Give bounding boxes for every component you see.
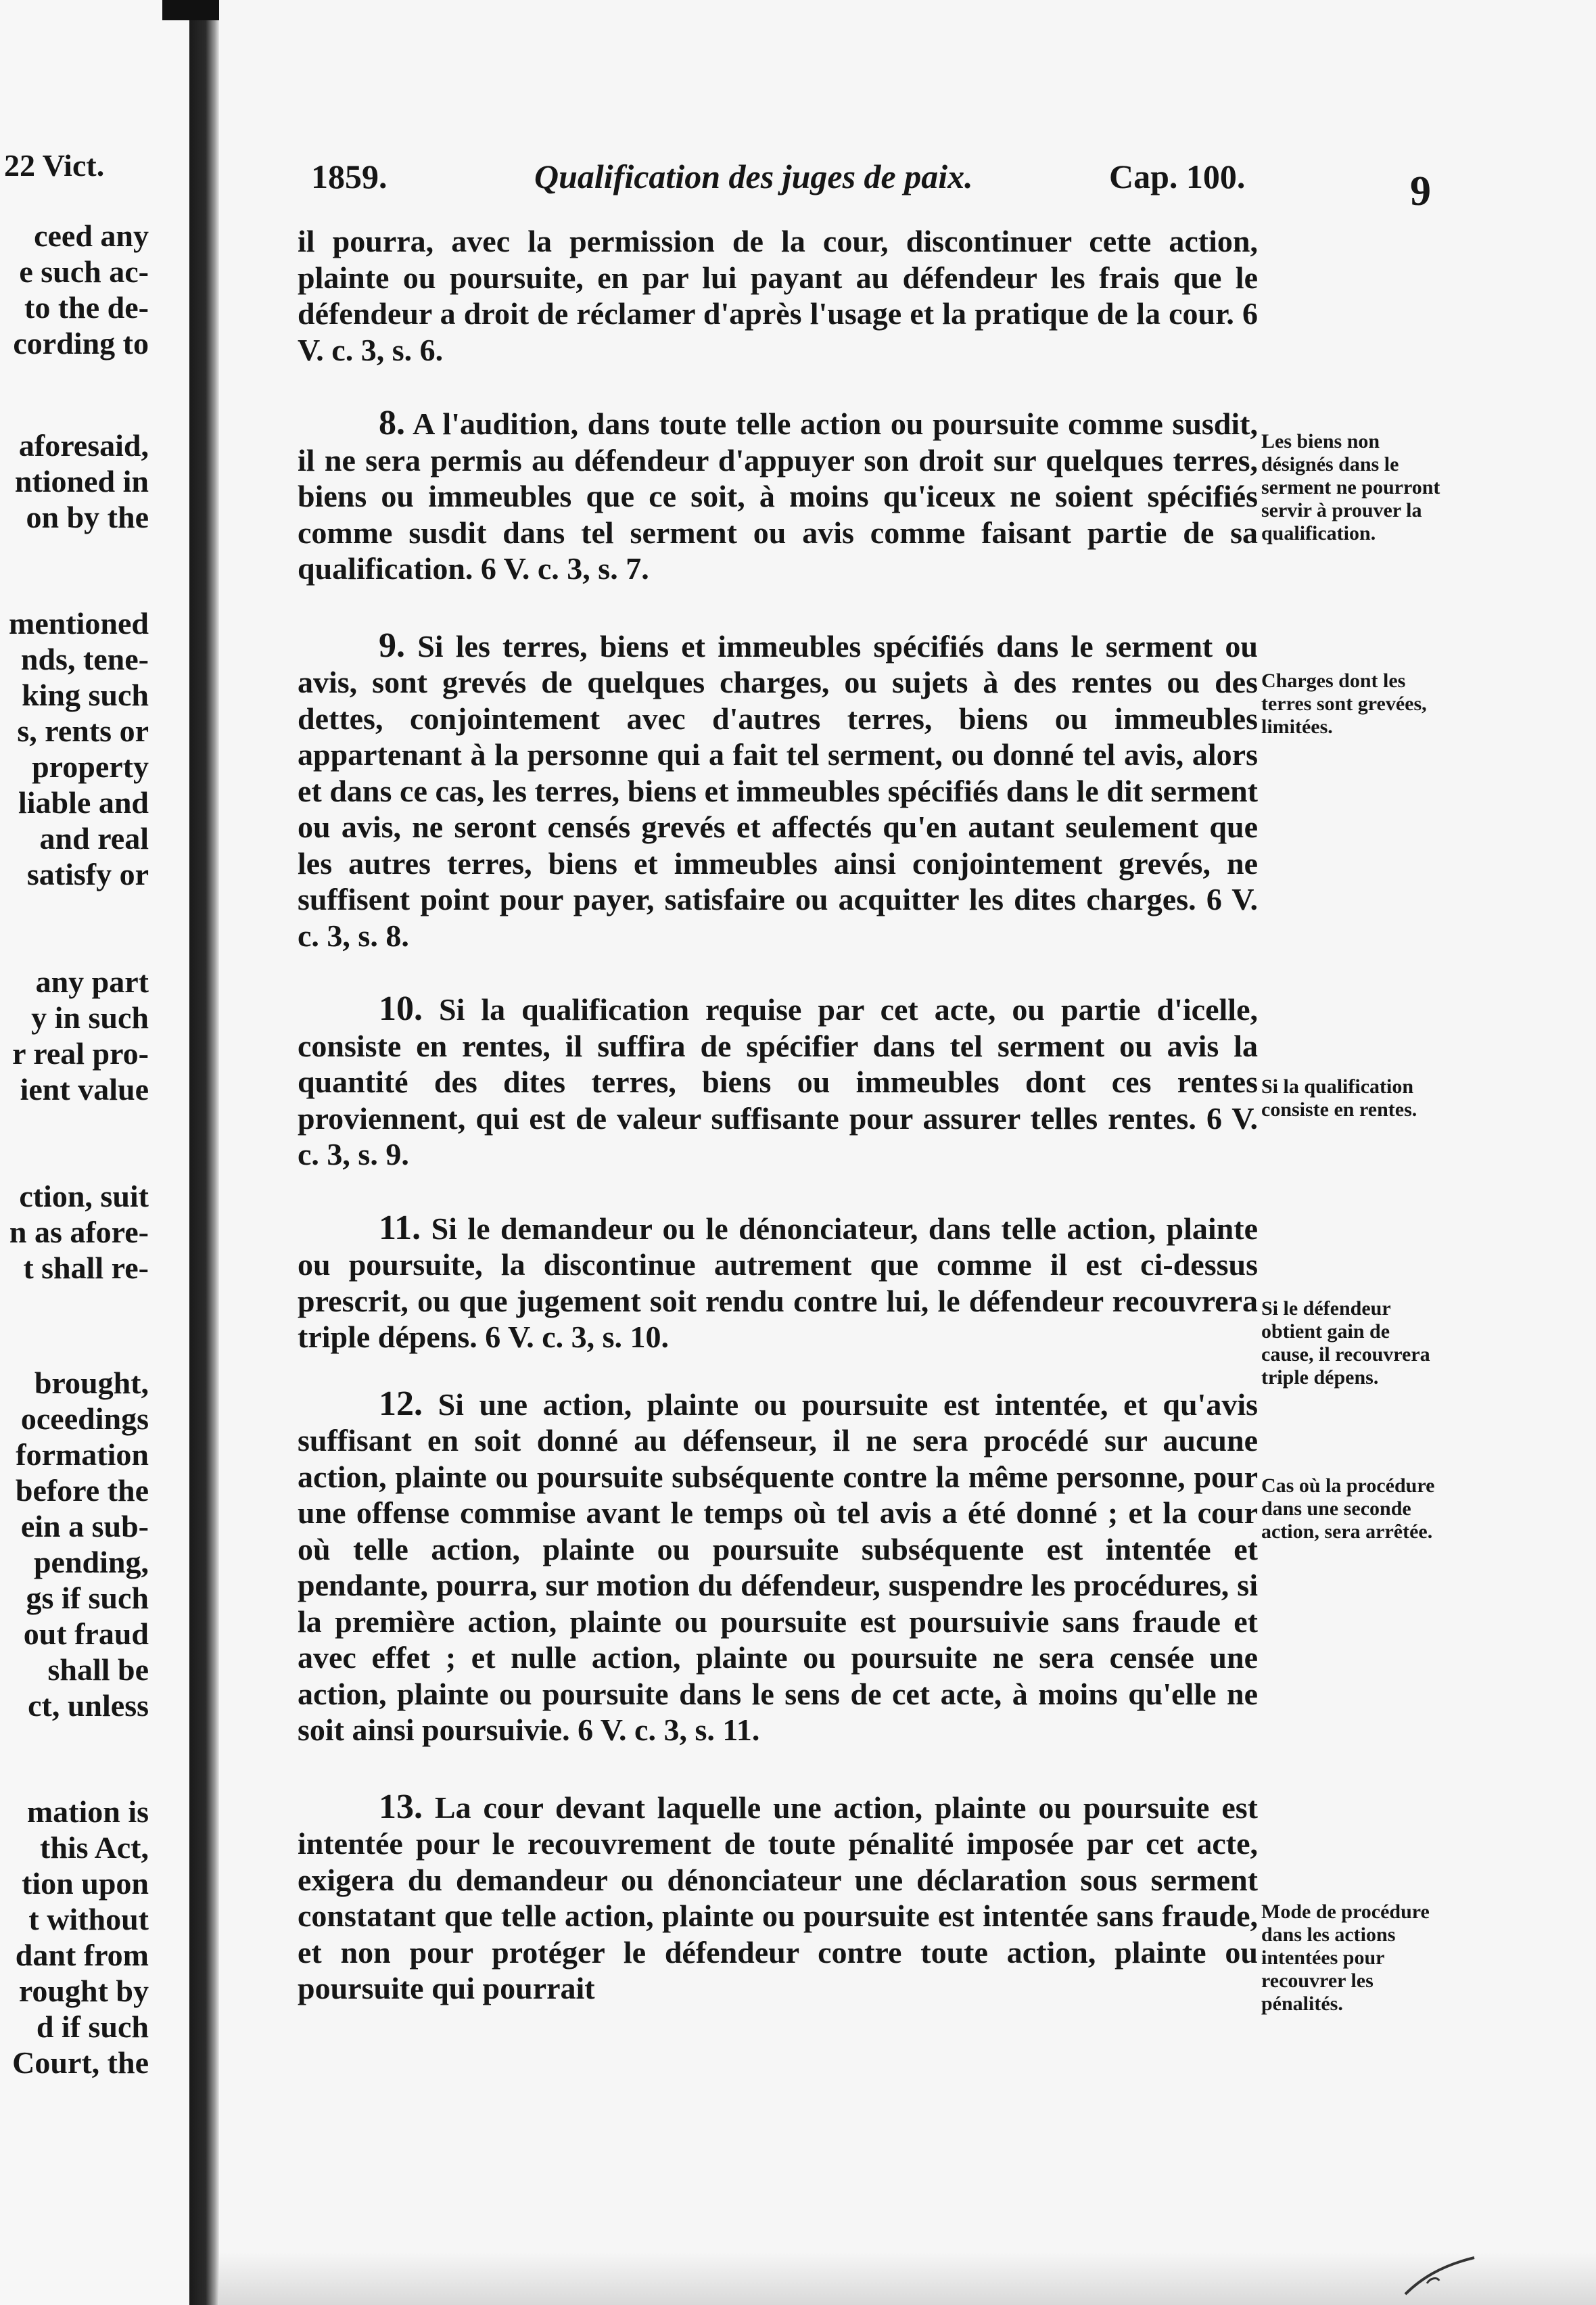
page-bottom-edge	[219, 2252, 1596, 2305]
left-page-line: gs if such	[26, 1581, 149, 1615]
left-page-line: d if such	[36, 2009, 149, 2044]
left-page-line: pending,	[33, 1545, 149, 1579]
left-page-line: aforesaid,	[18, 428, 149, 463]
left-page-line: shall be	[47, 1652, 149, 1687]
section-11	[298, 1210, 1258, 1355]
left-page-line: ct, unless	[28, 1688, 149, 1723]
running-head-year: 1859.	[311, 158, 388, 195]
margin-note: Si le défendeur obtient gain de cause, il recouvrera triple dépens.	[1261, 1297, 1430, 1389]
left-page-line: liable and	[18, 785, 149, 820]
left-page-line: ein a sub-	[20, 1509, 149, 1543]
left-page-line: formation	[16, 1437, 149, 1472]
left-page-running-head: 22 Vict.	[4, 148, 105, 183]
section-8	[298, 405, 1258, 587]
left-page-line: mentioned	[9, 606, 149, 641]
body-text	[298, 223, 1258, 2007]
margin-note: Si la qualification consiste en rentes.	[1261, 1075, 1417, 1121]
left-page-line: dant from	[15, 1938, 149, 1972]
left-page-line: on by the	[26, 500, 149, 534]
left-page-line: satisfy or	[26, 857, 149, 891]
section-number: 8.	[379, 404, 405, 442]
left-page-line: e such ac-	[19, 254, 149, 289]
left-page-line: r real pro-	[12, 1036, 149, 1071]
margin-note: Cas où la procédure dans une seconde action, sera arrêtée.	[1261, 1474, 1435, 1543]
paragraph-text: La cour devant laquelle une action, plainte ou poursuite est intentée pour le recouvrement de toute pénalité imposée par cet acte, exigera du demandeur ou dénonciateur une déclaration sous serment constatant que telle action, plainte ou poursuite est intentée sans fraude, et non pour protéger le défendeur contre toute action, plainte ou poursuite qui pourrait	[298, 1790, 1258, 2005]
running-head-title: Qualification des juges de paix.	[534, 158, 973, 195]
left-page-line: nds, tene-	[20, 642, 149, 676]
paragraph-text: Si une action, plainte ou poursuite est intentée, et qu'avis suffisant en soit donné au défenseur, il ne sera procédé sur aucune action, plainte ou poursuite subséquente contre la même personne, pour une offense commise avant le temps où tel avis a été donné ; et la cour où telle action, plainte ou poursuite subséquente est intentée et pendante, pourra, sur motion du défendeur, suspendre les procédures, si la première action, plainte ou poursuite est poursuivie sans fraude et avec effet ; et nulle action, plainte ou poursuite ne sera censée une action, plainte ou poursuite dans le sens de cet acte, à moins qu'elle ne soit ainsi poursuivie. 6 V. c. 3, s. 11.	[298, 1387, 1259, 1747]
left-page-line: cording to	[13, 326, 149, 360]
left-page-line: ient value	[20, 1072, 149, 1107]
left-page-line: out fraud	[23, 1616, 149, 1651]
section-number: 9.	[379, 626, 405, 665]
margin-note: Les biens non désignés dans le serment ne pourront servir à prouver la qualification.	[1261, 430, 1440, 544]
section-12	[298, 1386, 1258, 1748]
left-page-line: brought,	[34, 1366, 149, 1400]
left-facing-page	[0, 0, 189, 2305]
left-page-line: rought by	[18, 1974, 149, 2008]
paragraph-text: Si le demandeur ou le dénonciateur, dans telle action, plainte ou poursuite, la discontinue autrement que comme il est ci-dessus prescrit, ou que jugement soit rendu contre lui, le défendeur recouvrera triple dépens. 6 V. c. 3, s. 10.	[298, 1211, 1258, 1354]
paragraph-text: il pourra, avec la permission de la cour, discontinuer cette action, plainte ou poursuite, en par lui payant au défendeur les frais que le défendeur a droit de réclamer d'après l'usage et la pratique de la cour. 6 V. c. 3, s. 6.	[298, 224, 1258, 367]
left-page-line: t without	[28, 1902, 149, 1936]
left-page-line: ction, suit	[19, 1179, 149, 1213]
paragraph-continuation	[298, 223, 1258, 368]
left-page-line: tion upon	[22, 1866, 149, 1901]
left-page-line: y in such	[31, 1000, 149, 1035]
section-number: 12.	[379, 1384, 423, 1423]
margin-note: Mode de procédure dans les actions intentées pour recouvrer les pénalités.	[1261, 1901, 1430, 2015]
left-page-line: to the de-	[24, 290, 149, 325]
page-number: 9	[1410, 168, 1431, 214]
left-page-line: this Act,	[40, 1830, 149, 1865]
left-page-line: any part	[35, 964, 149, 999]
running-head	[311, 157, 1258, 204]
left-page-line: Court, the	[12, 2045, 149, 2080]
left-page-line: king such	[22, 678, 149, 712]
section-number: 10.	[379, 989, 423, 1028]
paragraph-text: Si les terres, biens et immeubles spécifiés dans le serment ou avis, sont grevés de quelques charges, ou sujets à des rentes ou des dettes, conjointement avec d'autres terres, biens ou immeubles appartenant à la personne qui a fait tel serment, ou donné tel avis, alors et dans ce cas, les terres, biens et immeubles spécifiés dans le dit serment ou avis, ne seront censés grevés et affectés qu'en autant seulement que les autres terres, biens et immeubles ainsi conjointement grevés, ne suffisent point pour payer, satisfaire ou acquitter les dites charges. 6 V. c. 3, s. 8.	[298, 628, 1259, 953]
left-page-line: before the	[15, 1473, 149, 1508]
left-page-line: ntioned in	[14, 464, 149, 498]
section-number: 11.	[379, 1208, 421, 1247]
book-gutter	[189, 0, 219, 2305]
left-page-line: and real	[39, 821, 149, 856]
section-9	[298, 628, 1258, 954]
left-page-line: property	[32, 749, 149, 784]
left-page-line: s, rents or	[17, 714, 149, 748]
paragraph-text: Si la qualification requise par cet acte, ou partie d'icelle, consiste en rentes, il suffira de spécifier dans tel serment ou avis la quantité des dites terres, biens ou immeubles dont ces rentes proviennent, qui est de valeur suffisante pour assurer telles rentes. 6 V. c. 3, s. 9.	[298, 992, 1258, 1171]
ink-mark	[1400, 2252, 1481, 2300]
left-page-line: mation is	[26, 1794, 149, 1829]
running-head-chapter: Cap. 100.	[1109, 158, 1246, 195]
left-page-line: oceedings	[20, 1401, 149, 1436]
paragraph-text: A l'audition, dans toute telle action ou poursuite comme susdit, il ne sera permis au défendeur d'appuyer son droit sur quelques terres, biens ou immeubles que ce soit, à moins qu'iceux ne soient spécifiés comme susdit dans tel serment ou avis comme faisant partie de sa qualification. 6 V. c. 3, s. 7.	[298, 406, 1258, 586]
section-number: 13.	[379, 1787, 423, 1826]
margin-note: Charges dont les terres sont grevées, limitées.	[1261, 670, 1427, 738]
left-page-line: n as afore-	[9, 1215, 149, 1249]
section-13	[298, 1789, 1258, 2007]
left-page-line: ceed any	[34, 218, 149, 253]
left-page-line: t shall re-	[23, 1251, 149, 1285]
section-10	[298, 991, 1258, 1173]
